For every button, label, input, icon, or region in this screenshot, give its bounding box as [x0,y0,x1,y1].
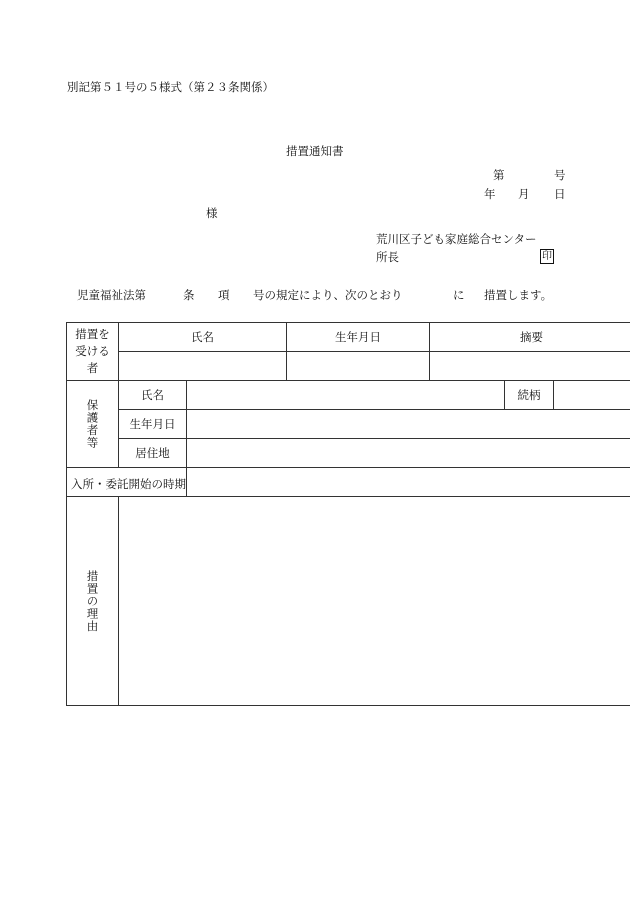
subject-name-label: 氏名 [191,330,214,344]
start-label: 入所・委託開始の時期 [71,477,186,491]
summary-label: 摘要 [520,330,543,344]
number-suffix: 号 [554,168,566,182]
summary-label-cell [430,323,630,352]
subject-label: 措置を受ける者 [75,327,110,375]
subject-dob-label: 生年月日 [335,330,381,344]
guardian-label: 保護者等 [85,399,100,449]
guardian-dob-label: 生年月日 [129,417,176,431]
document-title: 措置通知書 [286,144,344,158]
subject-dob-label-cell [287,323,430,352]
relation-label-cell [505,381,554,410]
address-field[interactable] [187,439,630,468]
number-prefix: 第 [493,168,505,182]
address-label-cell [119,439,187,468]
subject-dob-field[interactable] [287,352,430,381]
relation-label: 続柄 [517,388,541,402]
guardian-name-label: 氏名 [141,388,164,402]
start-date-field[interactable] [187,468,630,497]
statement-paragraph: 項 [218,288,230,302]
issuer-organization: 荒川区子ども家庭総合センター [376,232,537,246]
statement-law: 児童福祉法第 [77,288,146,302]
guardian-dob-label-cell [119,410,187,439]
date-day-label: 日 [554,187,566,201]
statement-particle: に [453,288,465,302]
date-year-label: 年 [484,187,496,201]
guardian-name-field[interactable] [187,381,505,410]
form-identifier: 別記第５１号の５様式（第２３条関係） [67,80,274,94]
guardian-dob-field[interactable] [187,410,630,439]
issuer-title: 所長 [376,250,399,264]
guardian-name-label-cell [119,381,187,410]
reason-field[interactable] [119,497,630,706]
addressee-honorific: 様 [206,206,218,220]
subject-name-label-cell [119,323,287,352]
start-label-cell [67,468,187,497]
guardian-label-cell [67,381,119,468]
seal-mark: 印 [540,249,554,264]
reason-label: 措置の理由 [85,569,100,633]
address-label: 居住地 [135,446,170,460]
subject-label-cell [67,323,119,381]
statement-article: 条 [183,288,195,302]
measure-form-table [66,322,630,706]
summary-field[interactable] [430,352,630,381]
relation-field[interactable] [554,381,630,410]
subject-name-field[interactable] [119,352,287,381]
date-month-label: 月 [518,187,530,201]
statement-action: 措置します。 [484,288,553,302]
reason-label-cell [67,497,119,706]
statement-item: 号の規定により、次のとおり [253,288,403,302]
